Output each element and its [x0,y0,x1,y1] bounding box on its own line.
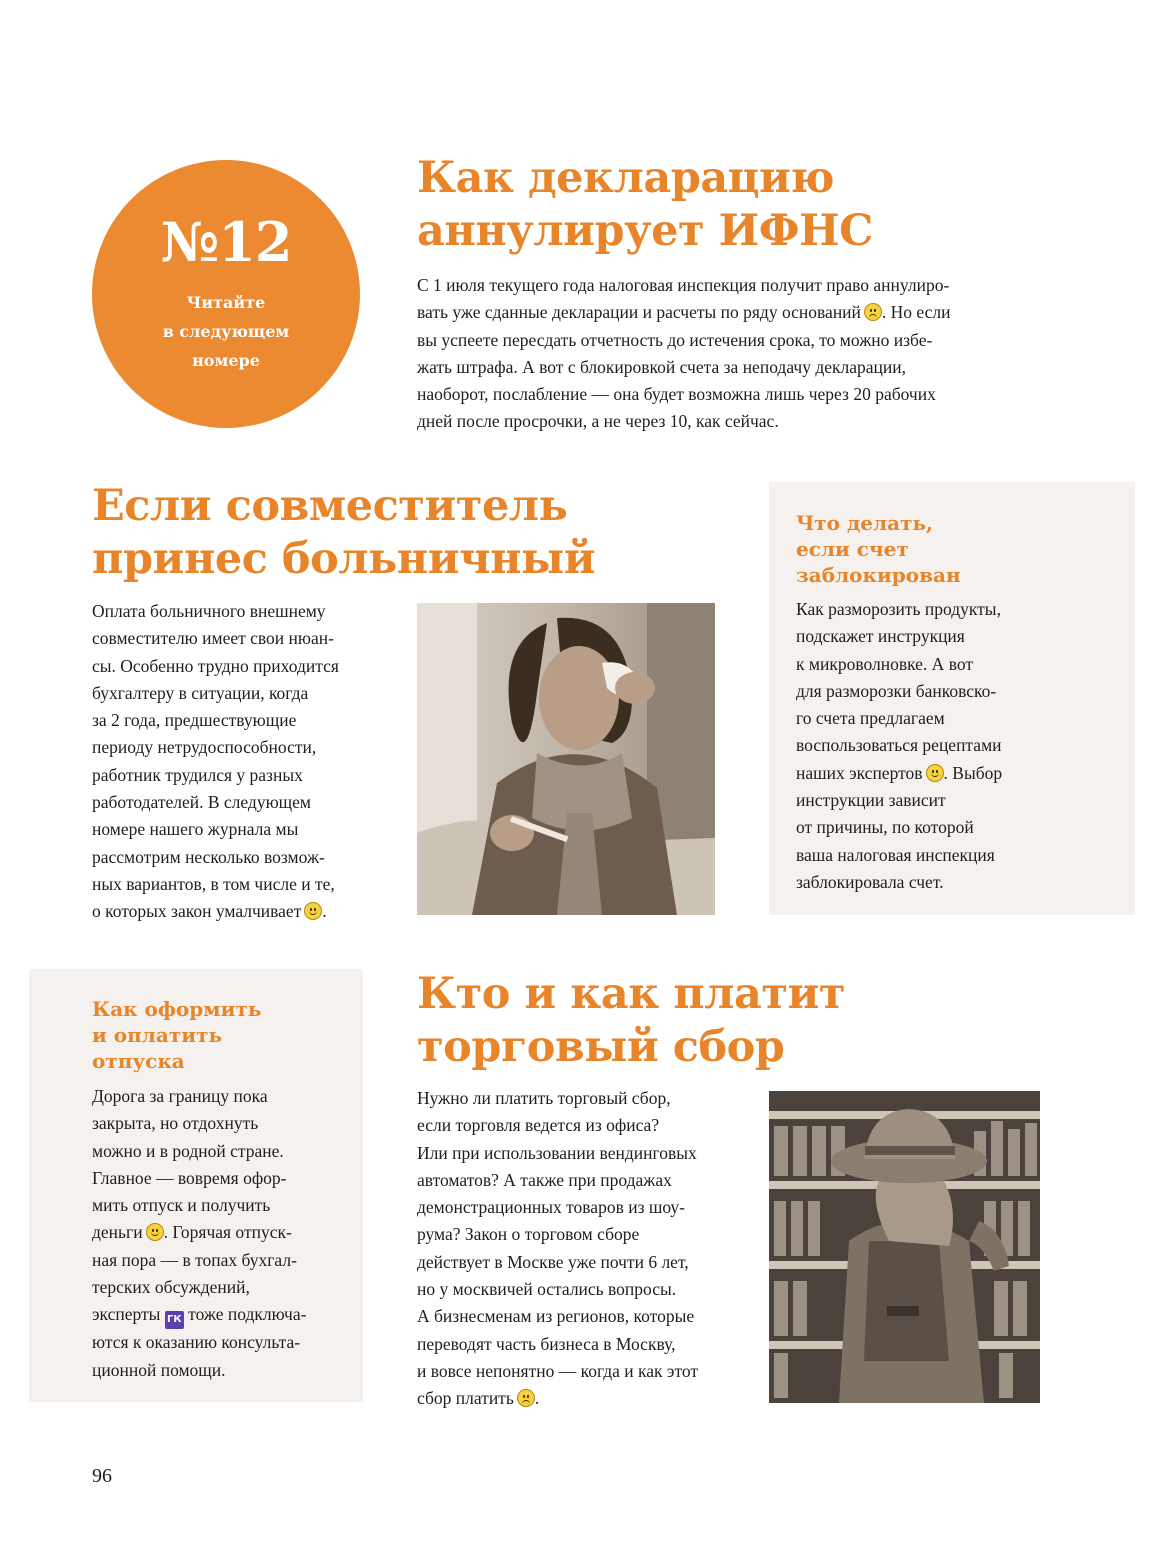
sick-woman-photo [417,603,715,915]
article-ifns-body: С 1 июля текущего года налоговая инспекция получит право аннулиро- вать уже сданные декларации и расчеты по ряду оснований . Но если вы успеете пересдать отчетность до истечения срока, то можно избе- жать штрафа. А вот с блокировкой счета за неподачу декларации, наоборот, послабление — она будет возможна лишь через 20 рабочих дней после просрочки, а не через 10, как сейчас. [417,275,951,432]
article-ifns [417,152,1117,258]
smile-face-icon [146,1223,164,1241]
sad-face-icon [517,1389,535,1407]
article-sick-leave [92,480,732,586]
sidebar-vacation-title: Как оформить и оплатить отпуска [92,997,262,1073]
sidebar-blocked-account-title: Что делать, если счет заблокирован [796,511,961,587]
article-ifns-title: Как декларацию аннулирует ИФНС [417,153,873,256]
gk-logo-icon: ГК [165,1311,184,1329]
smile-face-icon [304,902,322,920]
sidebar-vacation [29,969,363,1402]
article-trade-fee-body: Нужно ли платить торговый сбор, если торговля ведется из офиса? Или при использовании вендинговых автоматов? А также при продажах демонстрационных товаров из шоу- рума? Закон о торговом сборе действует в Москве уже почти 6 лет, но у москвичей остались вопросы. А бизнесменам из регионов, которые переводят часть бизнеса в Москву, и вовсе непонятно — когда и как этот сбор платить . [417,1088,699,1409]
issue-number: №12 [160,210,292,274]
article-sick-leave-body: Оплата больничного внешнему совместителю имеет свои нюан- сы. Особенно трудно приходится бухгалтеру в ситуации, когда за 2 года, предшествующие периоду нетрудоспособности, работник трудился у разных работодателей. В следующем номере нашего журнала мы рассмотрим несколько возмож- ных вариантов, в том числе и те, о которых закон умалчивает . [92,601,339,922]
sad-face-icon [864,303,882,321]
sidebar-blocked-account-body: Как разморозить продукты, подскажет инструкция к микроволновке. А вот для разморозки банковско- го счета предлагаем воспользоваться рецептами наших экспертов . Выбор инструкции зависит от причины, по которой ваша налоговая инспекция заблокировала счет. [796,599,1003,892]
issue-badge [92,160,360,428]
page-number: 96 [92,1465,112,1487]
article-trade-fee [417,968,1117,1074]
smile-face-icon [926,764,944,782]
article-trade-fee-title: Кто и как платит торговый сбор [417,969,846,1072]
sidebar-blocked-account [769,482,1135,915]
shopper-photo [769,1091,1040,1403]
issue-subtitle: Читайте в следующем номере [162,293,290,370]
article-sick-leave-title: Если совместитель принес больничный [92,481,596,584]
sidebar-vacation-body: Дорога за границу пока закрыта, но отдохнуть можно и в родной стране. Главное — вовремя офор- мить отпуск и получить деньги . Горячая отпуск- ная пора — в топах бухгал- терских обсуждений, эксперты ГК тоже подключа- ются к оказанию консульта- ционной помощи. [92,1086,307,1380]
